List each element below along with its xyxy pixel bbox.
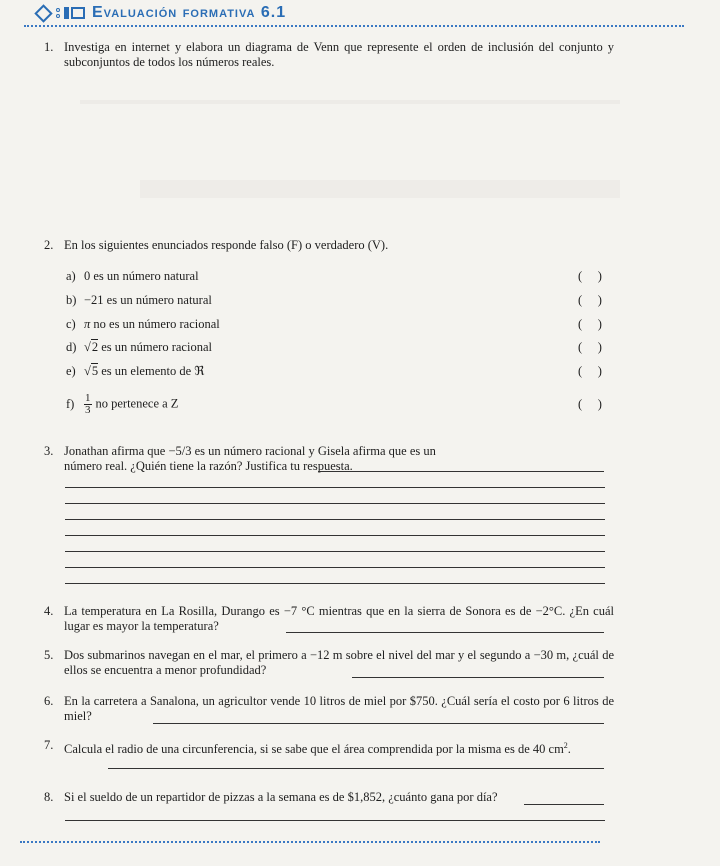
true-false-item-b: b) −21 es un número natural ( ) — [66, 293, 602, 307]
answer-box[interactable]: ( ) — [578, 293, 602, 307]
true-false-item-e: e) √5 es un elemento de ℜ ( ) — [66, 364, 602, 378]
question-5 — [44, 648, 614, 678]
question-8 — [44, 790, 614, 805]
answer-line[interactable] — [65, 503, 605, 504]
section-logo-icon — [34, 7, 85, 20]
question-text: Si el sueldo de un repartidor de pizzas a la semana es de $1,852, ¿cuánto gana por día? — [64, 790, 498, 804]
answer-line[interactable] — [318, 471, 604, 472]
answer-line[interactable] — [65, 487, 605, 488]
true-false-item-c: c) π no es un número racional ( ) — [66, 317, 602, 331]
question-number: 1. — [44, 40, 54, 54]
question-number: 4. — [44, 604, 54, 618]
question-text: En los siguientes enunciados responde falso (F) o verdadero (V). — [64, 238, 389, 252]
question-number: 6. — [44, 694, 54, 708]
question-text: Calcula el radio de una circunferencia, si se sabe que el área comprendida por la misma es de 40 $cm^2$. — [64, 741, 571, 757]
footer-divider — [20, 841, 600, 843]
question-text: En la carretera a Sanalona, un agricultor vende 10 litros de miel por $750. ¿Cuál sería el costo por 6 litros de miel? — [64, 694, 614, 723]
section-title: Evaluación formativa 6.1 — [92, 4, 287, 21]
answer-line[interactable] — [286, 632, 604, 633]
answer-box[interactable]: ( ) — [578, 364, 602, 378]
question-number: 2. — [44, 238, 54, 252]
question-text: Dos submarinos navegan en el mar, el primero a −12 m sobre el nivel del mar y el segundo a −30 m, ¿cuál de ellos se encuentra a menor profundidad? — [64, 648, 614, 677]
bleed-through — [80, 100, 620, 104]
question-number: 3. — [44, 444, 54, 458]
true-false-item-f: f) $\frac{1}{3}$ no pertenece a Z ( ) — [66, 392, 602, 416]
answer-line[interactable] — [65, 535, 605, 536]
true-false-item-a: a) 0 es un número natural ( ) — [66, 269, 602, 283]
section-header — [34, 2, 682, 24]
question-number: 8. — [44, 790, 54, 804]
answer-line[interactable] — [108, 768, 604, 769]
question-2 — [44, 238, 614, 253]
answer-box[interactable]: ( ) — [578, 397, 602, 411]
answer-line[interactable] — [65, 551, 605, 552]
bleed-through — [140, 180, 620, 198]
question-text: La temperatura en La Rosilla, Durango es −7 °C mientras que en la sierra de Sonora es de −2°C. ¿En cuál lugar es mayor la temperatura? — [64, 604, 614, 633]
true-false-item-d: d) √2 es un número racional ( ) — [66, 340, 602, 354]
answer-line[interactable] — [65, 820, 605, 821]
question-number: 7. — [44, 738, 54, 752]
answer-line[interactable] — [524, 804, 604, 805]
answer-box[interactable]: ( ) — [578, 317, 602, 331]
answer-box[interactable]: ( ) — [578, 269, 602, 283]
question-number: 5. — [44, 648, 54, 662]
question-6 — [44, 694, 614, 724]
question-3 — [44, 444, 614, 474]
answer-box[interactable]: ( ) — [578, 340, 602, 354]
question-7 — [44, 738, 614, 757]
answer-line[interactable] — [65, 567, 605, 568]
question-4 — [44, 604, 614, 634]
answer-line[interactable] — [65, 519, 605, 520]
answer-line[interactable] — [153, 723, 604, 724]
header-divider — [24, 25, 684, 27]
question-text: Jonathan afirma que −5/3 es un número racional y Gisela afirma que es un número real. ¿Quién tiene la razón? Justifica tu respuesta. — [64, 444, 436, 473]
answer-line[interactable] — [65, 583, 605, 584]
question-1 — [44, 40, 614, 70]
question-text: Investiga en internet y elabora un diagrama de Venn que represente el orden de inclusión del conjunto y subconjuntos de todos los números reales. — [64, 40, 614, 69]
answer-line[interactable] — [352, 677, 604, 678]
